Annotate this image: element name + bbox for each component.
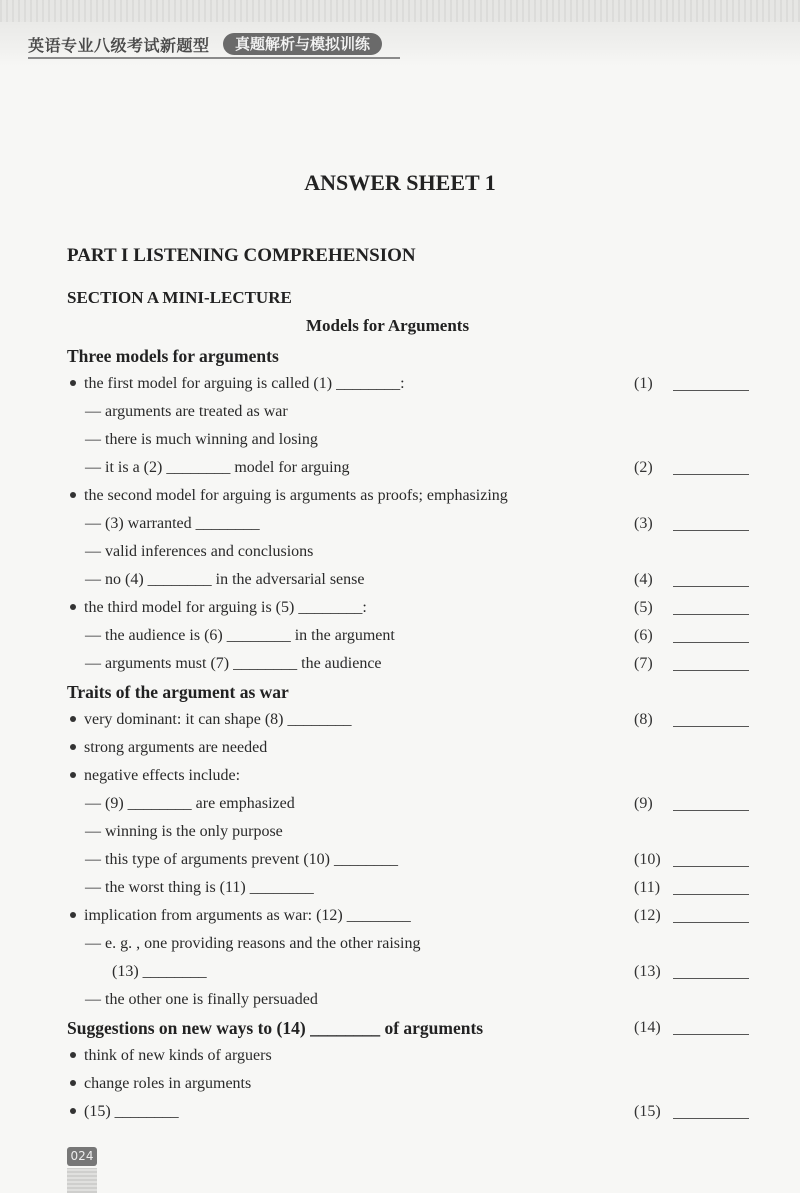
bullet-dot-icon — [70, 1080, 76, 1086]
line-content: — arguments are treated as war — [85, 403, 288, 420]
answer-number: (4) — [634, 571, 653, 588]
answer-blank[interactable] — [673, 726, 749, 727]
line-text — [70, 762, 240, 790]
answer-number: (5) — [634, 599, 653, 616]
answer-number: (3) — [634, 515, 653, 532]
bullet-dot-icon — [70, 380, 76, 386]
outline-line — [0, 426, 800, 454]
line-text — [85, 986, 318, 1014]
outline-line — [0, 762, 800, 790]
outline-line — [0, 734, 800, 762]
line-text — [70, 1042, 272, 1070]
line-text — [67, 1014, 483, 1042]
answer-number: (10) — [634, 851, 661, 868]
line-text — [85, 650, 382, 678]
page-number: 024 — [67, 1147, 97, 1166]
running-header — [0, 0, 800, 66]
line-text — [70, 902, 411, 930]
line-content: — the worst thing is (11) ________ — [85, 879, 314, 896]
answer-blank[interactable] — [673, 978, 749, 979]
answer-number: (2) — [634, 459, 653, 476]
line-content: — there is much winning and losing — [85, 431, 318, 448]
line-content: Suggestions on new ways to (14) ________ of arguments — [67, 1018, 484, 1038]
outline-line — [0, 1042, 800, 1070]
line-content: — it is a (2) ________ model for arguing — [85, 459, 350, 476]
line-content: strong arguments are needed — [84, 739, 268, 756]
answer-number: (15) — [634, 1103, 661, 1120]
line-content: Traits of the argument as war — [67, 682, 289, 702]
line-text — [85, 538, 313, 566]
outline-line — [0, 986, 800, 1014]
outline-line — [0, 706, 800, 734]
bullet-dot-icon — [70, 604, 76, 610]
line-content: change roles in arguments — [84, 1075, 252, 1092]
line-content: — (9) ________ are emphasized — [85, 795, 295, 812]
bullet-dot-icon — [70, 912, 76, 918]
line-text — [85, 874, 314, 902]
line-content: very dominant: it can shape (8) ________ — [84, 711, 352, 728]
answer-blank[interactable] — [673, 390, 749, 391]
line-content: — winning is the only purpose — [85, 823, 283, 840]
book-subtitle-badge: 真题解析与模拟训练 — [223, 33, 382, 55]
line-text — [85, 622, 395, 650]
line-text — [70, 706, 352, 734]
lecture-title: Models for Arguments — [306, 316, 470, 335]
bullet-dot-icon — [70, 716, 76, 722]
line-text — [70, 594, 367, 622]
outline-line — [0, 566, 800, 594]
outline-line — [0, 454, 800, 482]
answer-blank[interactable] — [673, 642, 749, 643]
line-text — [67, 678, 289, 706]
line-content: implication from arguments as war: (12) ________ — [84, 907, 411, 924]
outline-line — [0, 902, 800, 930]
line-text — [85, 930, 420, 958]
answer-blank[interactable] — [673, 586, 749, 587]
bullet-dot-icon — [70, 1108, 76, 1114]
outline-line — [0, 538, 800, 566]
outline-line — [0, 790, 800, 818]
line-content: Three models for arguments — [67, 346, 279, 366]
line-content: — no (4) ________ in the adversarial sense — [85, 571, 365, 588]
bullet-dot-icon — [70, 772, 76, 778]
outline-line — [0, 958, 800, 986]
line-content: (15) ________ — [84, 1103, 179, 1120]
outline-line — [0, 846, 800, 874]
line-content: — (3) warranted ________ — [85, 515, 260, 532]
answer-number: (13) — [634, 963, 661, 980]
bullet-dot-icon — [70, 492, 76, 498]
line-text — [67, 342, 279, 370]
line-content: — the audience is (6) ________ in the argument — [85, 627, 395, 644]
answer-blank[interactable] — [673, 922, 749, 923]
outline-heading — [0, 678, 800, 706]
part-title: PART I LISTENING COMPREHENSION — [67, 245, 416, 266]
answer-number: (1) — [634, 375, 653, 392]
outline-line — [0, 370, 800, 398]
line-content: — arguments must (7) ________ the audience — [85, 655, 382, 672]
line-content: the second model for arguing is arguments as proofs; emphasizing — [84, 487, 508, 504]
line-content: — e. g. , one providing reasons and the other raising — [85, 935, 421, 952]
line-text — [85, 846, 398, 874]
outline-line — [0, 818, 800, 846]
answer-blank[interactable] — [673, 1118, 749, 1119]
line-text — [85, 566, 364, 594]
outline-line — [0, 874, 800, 902]
line-text — [85, 426, 318, 454]
line-text — [70, 734, 267, 762]
answer-blank[interactable] — [673, 866, 749, 867]
answer-blank[interactable] — [673, 614, 749, 615]
answer-number: (8) — [634, 711, 653, 728]
line-content: the third model for arguing is (5) ________: — [84, 599, 367, 616]
line-content: negative effects include: — [84, 767, 241, 784]
answer-number: (12) — [634, 907, 661, 924]
line-text — [85, 790, 295, 818]
answer-number: (11) — [634, 879, 661, 896]
page-edge-strip — [67, 1168, 97, 1193]
outline-line — [0, 622, 800, 650]
book-title: 英语专业八级考试新题型 — [28, 36, 210, 55]
answer-sheet-title: ANSWER SHEET 1 — [304, 170, 496, 195]
line-content: think of new kinds of arguers — [84, 1047, 272, 1064]
section-title: SECTION A MINI-LECTURE — [67, 288, 292, 307]
answer-number: (7) — [634, 655, 653, 672]
line-text — [85, 454, 350, 482]
line-text — [70, 1098, 179, 1126]
bullet-dot-icon — [70, 744, 76, 750]
outline-line — [0, 398, 800, 426]
outline-line — [0, 594, 800, 622]
line-text — [70, 1070, 251, 1098]
header-stripe — [0, 0, 800, 22]
answer-blank[interactable] — [673, 670, 749, 671]
answer-blank[interactable] — [673, 810, 749, 811]
outline-line — [0, 482, 800, 510]
answer-number: (14) — [634, 1019, 661, 1036]
line-content: — the other one is finally persuaded — [85, 991, 318, 1008]
line-text — [85, 818, 283, 846]
outline-heading — [0, 342, 800, 370]
answer-blank[interactable] — [673, 474, 749, 475]
answer-blank[interactable] — [673, 1034, 749, 1035]
outline-line — [0, 1070, 800, 1098]
answer-number: (6) — [634, 627, 653, 644]
line-content: the first model for arguing is called (1) ________: — [84, 375, 405, 392]
outline-line — [0, 510, 800, 538]
outline-heading — [0, 1014, 800, 1042]
line-content: — this type of arguments prevent (10) ________ — [85, 851, 398, 868]
line-text — [70, 482, 508, 510]
outline-line — [0, 930, 800, 958]
line-text — [112, 958, 207, 986]
line-content: (13) ________ — [112, 963, 207, 980]
answer-number: (9) — [634, 795, 653, 812]
answer-blank[interactable] — [673, 894, 749, 895]
header-divider — [28, 57, 400, 59]
outline-line — [0, 1098, 800, 1126]
line-text — [85, 510, 260, 538]
bullet-dot-icon — [70, 1052, 76, 1058]
line-text — [85, 398, 288, 426]
line-text — [70, 370, 405, 398]
line-content: — valid inferences and conclusions — [85, 543, 314, 560]
answer-blank[interactable] — [673, 530, 749, 531]
outline-line — [0, 650, 800, 678]
